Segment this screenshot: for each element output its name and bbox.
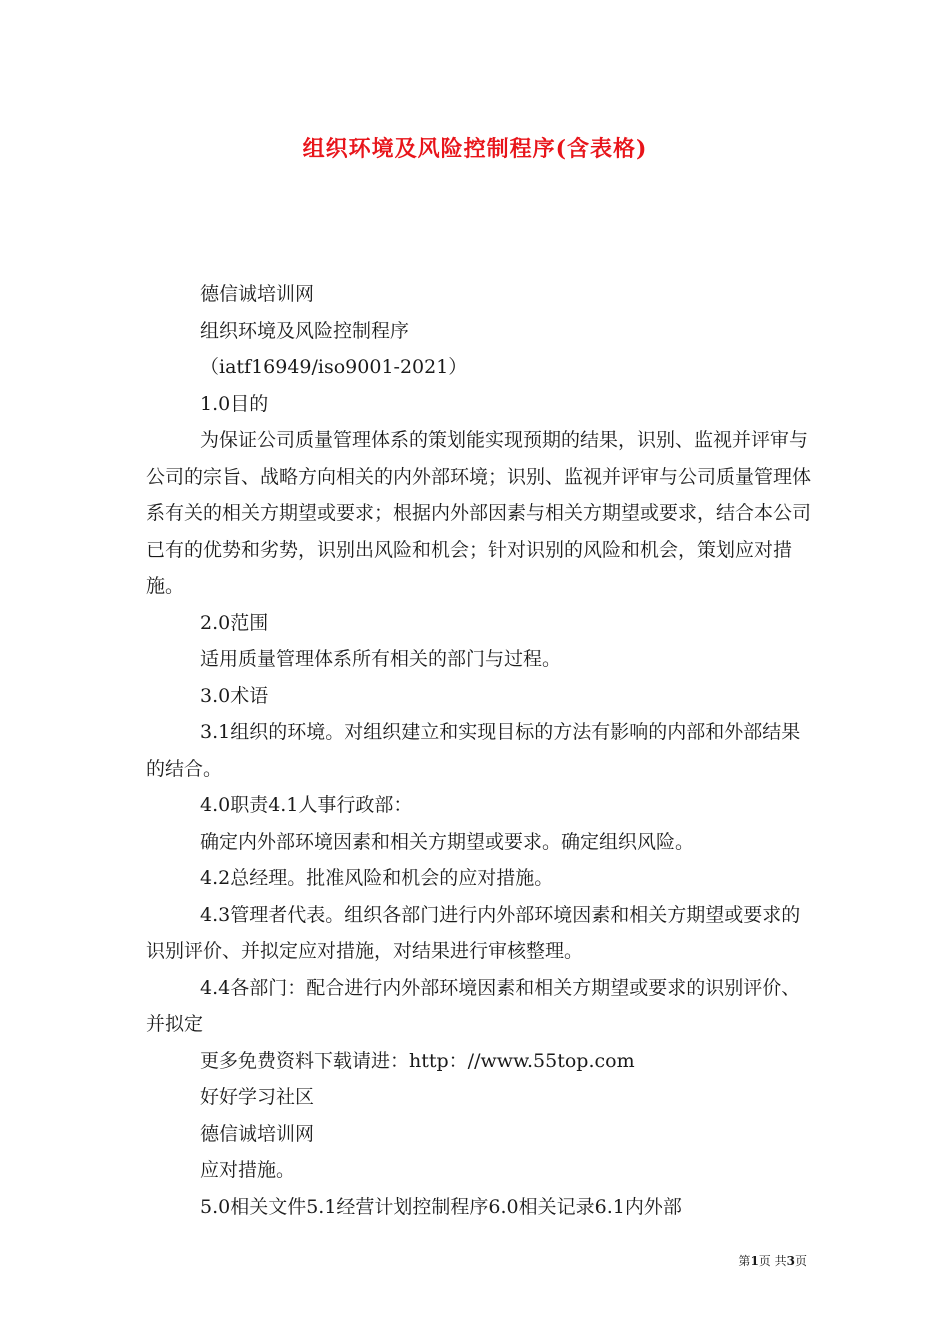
paragraph-purpose: 为保证公司质量管理体系的策划能实现预期的结果，识别、监视并评审与公司的宗旨、战略方向相关的内外部环境；识别、监视并评审与公司质量管理体系有关的相关方期望或要求；根据内外部因素与相关方期望或要求，结合本公司已有的优势和劣势，识别出风险和机会；针对识别的风险和机会，策划应对措施。: [146, 429, 812, 597]
footer-page-number: 1: [750, 1254, 759, 1268]
paragraph-scope: 适用质量管理体系所有相关的部门与过程。: [200, 648, 562, 670]
paragraph-term-3-1: 3.1组织的环境。对组织建立和实现目标的方法有影响的内部和外部结果的结合。: [146, 721, 801, 780]
page-title: 组织环境及风险控制程序(含表格): [302, 136, 648, 162]
paragraph-org-name: 德信诚培训网: [200, 283, 315, 305]
paragraph-community: 好好学习社区: [200, 1086, 315, 1108]
paragraph-measures: 应对措施。: [200, 1159, 296, 1181]
footer-prefix: 第: [738, 1254, 751, 1268]
paragraph-org-name-repeat: 德信诚培训网: [200, 1122, 315, 1145]
section-heading-terms: 3.0术语: [200, 684, 269, 707]
footer-total-pages: 3: [786, 1254, 795, 1268]
paragraph-download-link: 更多免费资料下载请进：http：//www.55top.com: [200, 1049, 635, 1072]
page-footer: [738, 1252, 807, 1269]
footer-suffix: 页: [794, 1254, 807, 1268]
paragraph-duty-4-1: 确定内外部环境因素和相关方期望或要求。确定组织风险。: [200, 830, 695, 853]
footer-middle: 页 共: [758, 1254, 787, 1268]
paragraph-duty-4-4: 4.4各部门：配合进行内外部环境因素和相关方期望或要求的识别评价、并拟定: [146, 976, 801, 1035]
document-body: [146, 276, 811, 1225]
paragraph-standard: （iatf16949/iso9001-2021）: [200, 356, 468, 378]
section-heading-scope: 2.0范围: [200, 611, 269, 634]
section-heading-duties: 4.0职责4.1人事行政部：: [200, 794, 413, 816]
paragraph-duty-4-2: 4.2总经理。批准风险和机会的应对措施。: [200, 867, 554, 889]
section-heading-purpose: 1.0目的: [200, 392, 269, 415]
paragraph-related-docs: 5.0相关文件5.1经营计划控制程序6.0相关记录6.1内外部: [200, 1195, 682, 1218]
paragraph-doc-name: 组织环境及风险控制程序: [200, 319, 410, 342]
paragraph-duty-4-3: 4.3管理者代表。组织各部门进行内外部环境因素和相关方期望或要求的识别评价、并拟定应对措施，对结果进行审核整理。: [146, 903, 801, 962]
